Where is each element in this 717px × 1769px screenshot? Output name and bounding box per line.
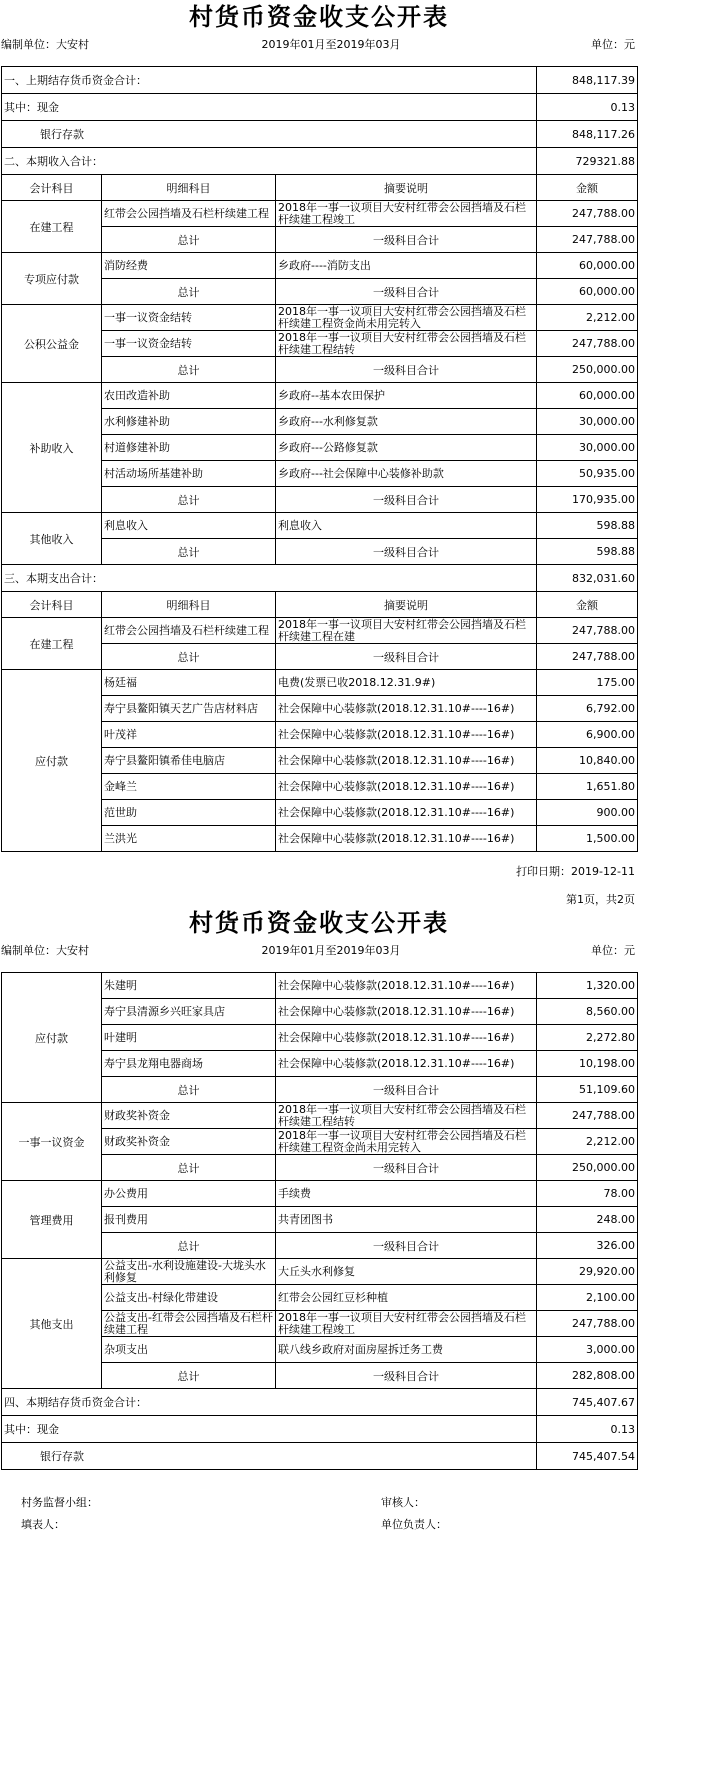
- report-title: 村货币资金收支公开表: [189, 2, 449, 31]
- description-cell: 乡政府----消防支出: [276, 253, 537, 279]
- amount-cell: 247,788.00: [537, 1311, 638, 1337]
- print-date: 打印日期：2019-12-11: [516, 865, 635, 878]
- description-cell: 2018年一事一议项目大安村红带会公园挡墙及石栏杆续建工程竣工: [276, 201, 537, 227]
- currency-label: 单位：元: [591, 944, 635, 957]
- header-amount: 金额: [537, 175, 638, 201]
- detail-cell: 村道修建补助: [102, 435, 276, 461]
- total-label: 总计: [102, 279, 276, 305]
- detail-cell: 红带会公园挡墙及石栏杆续建工程: [102, 618, 276, 644]
- amount-cell: 3,000.00: [537, 1337, 638, 1363]
- detail-cell: 一事一议资金结转: [102, 331, 276, 357]
- amount-cell: 247,788.00: [537, 201, 638, 227]
- cash-label: 其中：现金: [2, 94, 537, 121]
- end-bank-row: [2, 1443, 638, 1470]
- description-cell: 社会保障中心装修款(2018.12.31.10#----16#): [276, 999, 537, 1025]
- account-cell: 在建工程: [2, 618, 102, 670]
- total-label: 总计: [102, 644, 276, 670]
- total-label: 总计: [102, 1155, 276, 1181]
- detail-cell: 财政奖补资金: [102, 1103, 276, 1129]
- detail-cell: 范世助: [102, 800, 276, 826]
- amount-cell: 2,272.80: [537, 1025, 638, 1051]
- end-cash-row: [2, 1416, 638, 1443]
- amount-cell: 2,212.00: [537, 1129, 638, 1155]
- detail-cell: 报刊费用: [102, 1207, 276, 1233]
- end-total-label: 四、本期结存货币资金合计：: [2, 1389, 537, 1416]
- bank-label: 银行存款: [2, 121, 537, 148]
- account-cell: 其他支出: [2, 1259, 102, 1389]
- amount-cell: 2,100.00: [537, 1285, 638, 1311]
- description-cell: 社会保障中心装修款(2018.12.31.10#----16#): [276, 826, 537, 852]
- description-cell: 电费(发票已收2018.12.31.9#): [276, 670, 537, 696]
- total-label: 总计: [102, 227, 276, 253]
- detail-cell: 红带会公园挡墙及石栏杆续建工程: [102, 201, 276, 227]
- subtotal-label: 一级科目合计: [276, 539, 537, 565]
- subtotal-amount: 247,788.00: [537, 227, 638, 253]
- description-cell: 社会保障中心装修款(2018.12.31.10#----16#): [276, 748, 537, 774]
- amount-cell: 2,212.00: [537, 305, 638, 331]
- detail-cell: 杨廷福: [102, 670, 276, 696]
- expense-total-amount: 832,031.60: [537, 565, 638, 592]
- description-cell: 乡政府--基本农田保护: [276, 383, 537, 409]
- account-cell: 在建工程: [2, 201, 102, 253]
- description-cell: 乡政府---公路修复款: [276, 435, 537, 461]
- amount-cell: 248.00: [537, 1207, 638, 1233]
- amount-cell: 1,500.00: [537, 826, 638, 852]
- subtotal-amount: 60,000.00: [537, 279, 638, 305]
- description-cell: 利息收入: [276, 513, 537, 539]
- description-cell: 2018年一事一议项目大安村红带会公园挡墙及石栏杆续建工程结转: [276, 1103, 537, 1129]
- amount-cell: 8,560.00: [537, 999, 638, 1025]
- table-row: [2, 383, 638, 409]
- page-2: [1, 906, 637, 1536]
- description-cell: 大丘头水利修复: [276, 1259, 537, 1285]
- detail-cell: 财政奖补资金: [102, 1129, 276, 1155]
- amount-cell: 247,788.00: [537, 618, 638, 644]
- header-row: [2, 175, 638, 201]
- report-meta: [1, 940, 637, 962]
- subtotal-label: 一级科目合计: [276, 227, 537, 253]
- description-cell: 社会保障中心装修款(2018.12.31.10#----16#): [276, 696, 537, 722]
- subtotal-amount: 250,000.00: [537, 357, 638, 383]
- cash-label: 其中：现金: [2, 1416, 537, 1443]
- subtotal-amount: 247,788.00: [537, 644, 638, 670]
- unit-label: 编制单位：大安村: [1, 38, 89, 51]
- detail-cell: 朱建明: [102, 973, 276, 999]
- detail-cell: 寿宁县龙翔电器商场: [102, 1051, 276, 1077]
- prev-total-amount: 848,117.39: [537, 67, 638, 94]
- detail-cell: 一事一议资金结转: [102, 305, 276, 331]
- description-cell: 2018年一事一议项目大安村红带会公园挡墙及石栏杆续建工程竣工: [276, 1311, 537, 1337]
- amount-cell: 6,900.00: [537, 722, 638, 748]
- detail-cell: 公益支出-水利设施建设-大垅头水利修复: [102, 1259, 276, 1285]
- header-detail: 明细科目: [102, 175, 276, 201]
- subtotal-amount: 250,000.00: [537, 1155, 638, 1181]
- table-row: [2, 1103, 638, 1129]
- subtotal-label: 一级科目合计: [276, 644, 537, 670]
- table-row: [2, 1181, 638, 1207]
- report-title: 村货币资金收支公开表: [189, 908, 449, 937]
- detail-cell: 消防经费: [102, 253, 276, 279]
- description-cell: 社会保障中心装修款(2018.12.31.10#----16#): [276, 973, 537, 999]
- table-row: [2, 201, 638, 227]
- detail-cell: 金峰兰: [102, 774, 276, 800]
- amount-cell: 30,000.00: [537, 409, 638, 435]
- end-total-amount: 745,407.67: [537, 1389, 638, 1416]
- detail-cell: 寿宁县清源乡兴旺家具店: [102, 999, 276, 1025]
- header-description: 摘要说明: [276, 592, 537, 618]
- head-label: 单位负责人：: [381, 1518, 447, 1531]
- description-cell: 乡政府---水利修复款: [276, 409, 537, 435]
- prev-cash-amount: 0.13: [537, 94, 638, 121]
- description-cell: 社会保障中心装修款(2018.12.31.10#----16#): [276, 1051, 537, 1077]
- signature-row-1: [1, 1492, 637, 1514]
- preparer-label: 填表人：: [21, 1518, 65, 1531]
- amount-cell: 10,198.00: [537, 1051, 638, 1077]
- amount-cell: 900.00: [537, 800, 638, 826]
- amount-cell: 598.88: [537, 513, 638, 539]
- account-cell: 补助收入: [2, 383, 102, 513]
- period-label: 2019年01月至2019年03月: [261, 944, 401, 957]
- amount-cell: 175.00: [537, 670, 638, 696]
- prev-bank-row: [2, 121, 638, 148]
- description-cell: 共青团图书: [276, 1207, 537, 1233]
- subtotal-amount: 282,808.00: [537, 1363, 638, 1389]
- ledger-table-page2: [1, 962, 638, 1470]
- account-cell: 应付款: [2, 973, 102, 1103]
- amount-cell: 1,320.00: [537, 973, 638, 999]
- prev-total-row: [2, 67, 638, 94]
- account-cell: 公积公益金: [2, 305, 102, 383]
- unit-label: 编制单位：大安村: [1, 944, 89, 957]
- subtotal-label: 一级科目合计: [276, 357, 537, 383]
- amount-cell: 60,000.00: [537, 253, 638, 279]
- detail-cell: 兰洪光: [102, 826, 276, 852]
- income-total-row: [2, 148, 638, 175]
- expense-total-row: [2, 565, 638, 592]
- prev-total-label: 一、上期结存货币资金合计：: [2, 67, 537, 94]
- description-cell: 乡政府---社会保障中心装修补助款: [276, 461, 537, 487]
- detail-cell: 利息收入: [102, 513, 276, 539]
- description-cell: 社会保障中心装修款(2018.12.31.10#----16#): [276, 722, 537, 748]
- detail-cell: 叶建明: [102, 1025, 276, 1051]
- subtotal-label: 一级科目合计: [276, 1363, 537, 1389]
- amount-cell: 78.00: [537, 1181, 638, 1207]
- expense-total-label: 三、本期支出合计：: [2, 565, 537, 592]
- description-cell: 联八线乡政府对面房屋拆迁务工费: [276, 1337, 537, 1363]
- account-cell: 其他收入: [2, 513, 102, 565]
- detail-cell: 杂项支出: [102, 1337, 276, 1363]
- account-cell: 一事一议资金: [2, 1103, 102, 1181]
- header-account: 会计科目: [2, 175, 102, 201]
- detail-cell: 叶茂祥: [102, 722, 276, 748]
- amount-cell: 247,788.00: [537, 1103, 638, 1129]
- amount-cell: 50,935.00: [537, 461, 638, 487]
- detail-cell: 村活动场所基建补助: [102, 461, 276, 487]
- end-cash-amount: 0.13: [537, 1416, 638, 1443]
- total-label: 总计: [102, 539, 276, 565]
- end-total-row: [2, 1389, 638, 1416]
- total-label: 总计: [102, 1077, 276, 1103]
- amount-cell: 6,792.00: [537, 696, 638, 722]
- page-1: [1, 0, 637, 906]
- description-cell: 2018年一事一议项目大安村红带会公园挡墙及石栏杆续建工程资金尚未用完转入: [276, 1129, 537, 1155]
- page-number: 第1页，共2页: [566, 893, 635, 906]
- header-description: 摘要说明: [276, 175, 537, 201]
- account-cell: 管理费用: [2, 1181, 102, 1259]
- amount-cell: 247,788.00: [537, 331, 638, 357]
- detail-cell: 公益支出-红带会公园挡墙及石栏杆续建工程: [102, 1311, 276, 1337]
- table-row: [2, 1259, 638, 1285]
- prev-cash-row: [2, 94, 638, 121]
- table-row: [2, 670, 638, 696]
- account-cell: 应付款: [2, 670, 102, 852]
- prev-bank-amount: 848,117.26: [537, 121, 638, 148]
- description-cell: 2018年一事一议项目大安村红带会公园挡墙及石栏杆续建工程资金尚未用完转入: [276, 305, 537, 331]
- description-cell: 社会保障中心装修款(2018.12.31.10#----16#): [276, 800, 537, 826]
- subtotal-label: 一级科目合计: [276, 487, 537, 513]
- header-account: 会计科目: [2, 592, 102, 618]
- description-cell: 社会保障中心装修款(2018.12.31.10#----16#): [276, 774, 537, 800]
- amount-cell: 29,920.00: [537, 1259, 638, 1285]
- subtotal-label: 一级科目合计: [276, 1233, 537, 1259]
- bank-label: 银行存款: [2, 1443, 537, 1470]
- description-cell: 手续费: [276, 1181, 537, 1207]
- income-total-label: 二、本期收入合计：: [2, 148, 537, 175]
- detail-cell: 寿宁县鳌阳镇希佳电脑店: [102, 748, 276, 774]
- supervision-label: 村务监督小组：: [21, 1496, 98, 1509]
- total-label: 总计: [102, 1233, 276, 1259]
- table-row: [2, 973, 638, 999]
- detail-cell: 农田改造补助: [102, 383, 276, 409]
- report-meta: [1, 34, 637, 56]
- auditor-label: 审核人：: [381, 1496, 425, 1509]
- table-row: [2, 305, 638, 331]
- subtotal-label: 一级科目合计: [276, 1155, 537, 1181]
- amount-cell: 30,000.00: [537, 435, 638, 461]
- account-cell: 专项应付款: [2, 253, 102, 305]
- currency-label: 单位：元: [591, 38, 635, 51]
- total-label: 总计: [102, 1363, 276, 1389]
- table-row: [2, 253, 638, 279]
- subtotal-label: 一级科目合计: [276, 279, 537, 305]
- header-amount: 金额: [537, 592, 638, 618]
- subtotal-label: 一级科目合计: [276, 1077, 537, 1103]
- table-row: [2, 618, 638, 644]
- description-cell: 社会保障中心装修款(2018.12.31.10#----16#): [276, 1025, 537, 1051]
- header-detail: 明细科目: [102, 592, 276, 618]
- description-cell: 2018年一事一议项目大安村红带会公园挡墙及石栏杆续建工程在建: [276, 618, 537, 644]
- subtotal-amount: 598.88: [537, 539, 638, 565]
- amount-cell: 1,651.80: [537, 774, 638, 800]
- detail-cell: 公益支出-村绿化带建设: [102, 1285, 276, 1311]
- description-cell: 红带会公园红豆杉种植: [276, 1285, 537, 1311]
- description-cell: 2018年一事一议项目大安村红带会公园挡墙及石栏杆续建工程结转: [276, 331, 537, 357]
- subtotal-amount: 170,935.00: [537, 487, 638, 513]
- detail-cell: 寿宁县鳌阳镇天艺广告店材料店: [102, 696, 276, 722]
- total-label: 总计: [102, 487, 276, 513]
- income-total-amount: 729321.88: [537, 148, 638, 175]
- end-bank-amount: 745,407.54: [537, 1443, 638, 1470]
- header-row: [2, 592, 638, 618]
- detail-cell: 水利修建补助: [102, 409, 276, 435]
- period-label: 2019年01月至2019年03月: [261, 38, 401, 51]
- detail-cell: 办公费用: [102, 1181, 276, 1207]
- total-label: 总计: [102, 357, 276, 383]
- subtotal-amount: 51,109.60: [537, 1077, 638, 1103]
- table-row: [2, 513, 638, 539]
- subtotal-amount: 326.00: [537, 1233, 638, 1259]
- ledger-table-page1: [1, 56, 638, 852]
- amount-cell: 10,840.00: [537, 748, 638, 774]
- signature-row-2: [1, 1514, 637, 1536]
- amount-cell: 60,000.00: [537, 383, 638, 409]
